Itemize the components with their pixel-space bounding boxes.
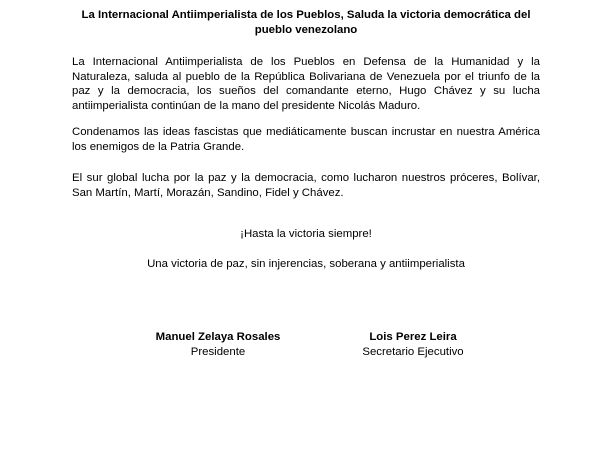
signatory-role: Secretario Ejecutivo [362,346,464,358]
signatory-role: Presidente [190,346,246,358]
paragraph-greeting: La Internacional Antiimperialista de los Pueblos en Defensa de la Humanidad y la Naturaleza, saluda al pueblo de la República Bolivariana de Venezuela por el triunfo de la paz y la democracia, los sueños del comandante eterno, Hugo Chávez y su lucha antiimperialista continúan de la mano del presidente Nicolás Maduro. [72,56,540,113]
paragraph-global-south: El sur global lucha por la paz y la democracia, como lucharon nuestros próceres, Bolívar, San Martín, Martí, Morazán, Sandino, Fidel y Chávez. [72,172,540,199]
motto: ¡Hasta la victoria siempre! [240,228,372,240]
document-title: La Internacional Antiimperialista de los Pueblos, Saluda la victoria democrática del pueblo venezolano [81,9,531,36]
closing-statement: Una victoria de paz, sin injerencias, soberana y antiimperialista [147,258,465,270]
signatory-name: Manuel Zelaya Rosales [155,331,281,343]
signatory-name: Lois Perez Leira [369,331,457,343]
paragraph-condemnation: Condenamos las ideas fascistas que mediáticamente buscan incrustar en nuestra América los enemigos de la Patria Grande. [72,126,540,153]
signatory-president [118,330,318,360]
signatory-secretary [313,330,513,360]
